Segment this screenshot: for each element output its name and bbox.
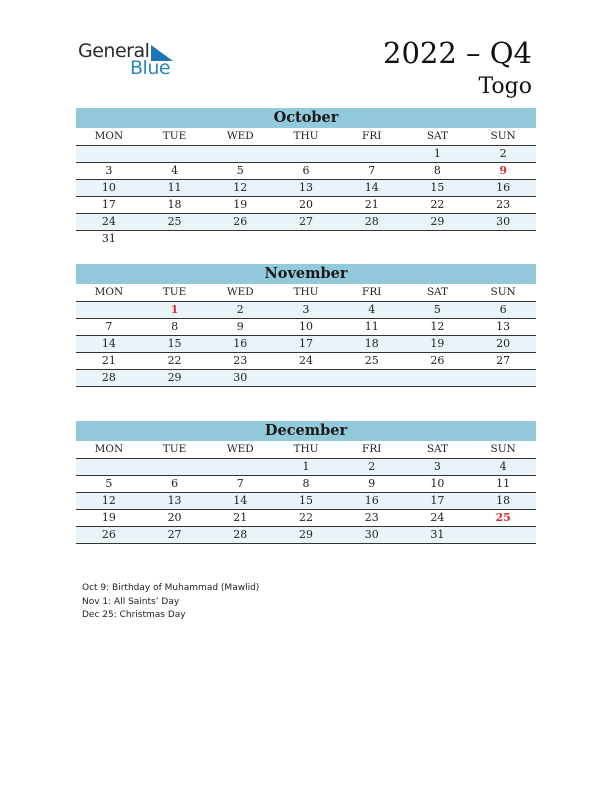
day-cell: 10 xyxy=(273,319,339,336)
day-cell: 17 xyxy=(76,197,142,214)
week-row xyxy=(76,302,536,319)
empty-day-cell xyxy=(405,370,471,387)
day-cell: 22 xyxy=(273,510,339,527)
week-row xyxy=(76,146,536,163)
day-cell: 10 xyxy=(76,180,142,197)
day-cell: 21 xyxy=(207,510,273,527)
weekday-header-row xyxy=(76,441,536,459)
day-cell: 9 xyxy=(339,476,405,493)
day-cell: 9 xyxy=(207,319,273,336)
day-cell: 27 xyxy=(470,353,536,370)
day-cell: 8 xyxy=(273,476,339,493)
weekday-label: MON xyxy=(76,284,142,302)
weekday-label: TUE xyxy=(142,441,208,459)
weekday-label: SAT xyxy=(405,284,471,302)
weekday-label: SAT xyxy=(405,441,471,459)
weekday-label: TUE xyxy=(142,284,208,302)
day-cell: 4 xyxy=(339,302,405,319)
day-cell: 26 xyxy=(405,353,471,370)
day-cell: 17 xyxy=(273,336,339,353)
week-row xyxy=(76,197,536,214)
day-cell: 14 xyxy=(76,336,142,353)
day-cell: 30 xyxy=(470,214,536,231)
empty-day-cell xyxy=(76,146,142,163)
day-cell: 8 xyxy=(405,163,471,180)
day-cell: 26 xyxy=(207,214,273,231)
weekday-label: SUN xyxy=(470,441,536,459)
day-cell: 27 xyxy=(142,527,208,544)
day-cell: 27 xyxy=(273,214,339,231)
weekday-label: SAT xyxy=(405,128,471,146)
week-row xyxy=(76,459,536,476)
holiday-note: Dec 25: Christmas Day xyxy=(82,610,186,620)
month-header: December xyxy=(76,421,536,441)
day-cell: 21 xyxy=(76,353,142,370)
day-cell: 6 xyxy=(470,302,536,319)
weekday-label: SUN xyxy=(470,128,536,146)
day-cell: 19 xyxy=(76,510,142,527)
weekday-label: FRI xyxy=(339,284,405,302)
day-cell: 5 xyxy=(207,163,273,180)
logo-general-text: General xyxy=(78,40,150,62)
day-cell: 19 xyxy=(405,336,471,353)
day-cell: 3 xyxy=(273,302,339,319)
day-cell: 20 xyxy=(142,510,208,527)
weekday-label: MON xyxy=(76,441,142,459)
day-cell: 19 xyxy=(207,197,273,214)
weekday-header-row xyxy=(76,284,536,302)
month-november xyxy=(76,264,536,387)
weekday-label: WED xyxy=(207,284,273,302)
day-cell: 2 xyxy=(470,146,536,163)
empty-day-cell xyxy=(142,459,208,476)
month-october xyxy=(76,108,536,247)
day-cell: 5 xyxy=(405,302,471,319)
day-cell: 25 xyxy=(339,353,405,370)
day-cell: 23 xyxy=(207,353,273,370)
day-cell: 8 xyxy=(142,319,208,336)
day-cell: 4 xyxy=(470,459,536,476)
day-cell: 20 xyxy=(273,197,339,214)
empty-day-cell xyxy=(470,231,536,247)
empty-day-cell xyxy=(339,146,405,163)
holiday-note: Nov 1: All Saints’ Day xyxy=(82,596,180,607)
day-cell: 18 xyxy=(142,197,208,214)
weekday-label: MON xyxy=(76,128,142,146)
day-cell: 13 xyxy=(470,319,536,336)
day-cell: 18 xyxy=(470,493,536,510)
day-cell: 2 xyxy=(339,459,405,476)
holiday-note: Oct 9: Birthday of Muhammad (Mawlid) xyxy=(82,583,260,593)
day-cell: 23 xyxy=(470,197,536,214)
weekday-label: FRI xyxy=(339,128,405,146)
weekday-label: WED xyxy=(207,128,273,146)
week-row xyxy=(76,214,536,231)
day-cell: 12 xyxy=(76,493,142,510)
empty-day-cell xyxy=(207,459,273,476)
day-cell: 6 xyxy=(273,163,339,180)
day-cell: 30 xyxy=(339,527,405,544)
weekday-header-row xyxy=(76,128,536,146)
day-cell: 20 xyxy=(470,336,536,353)
day-cell: 28 xyxy=(76,370,142,387)
empty-day-cell xyxy=(470,370,536,387)
weekday-label: FRI xyxy=(339,441,405,459)
empty-day-cell xyxy=(405,231,471,247)
holiday-day-cell: 9 xyxy=(470,163,536,180)
day-cell: 3 xyxy=(405,459,471,476)
day-cell: 29 xyxy=(273,527,339,544)
day-cell: 21 xyxy=(339,197,405,214)
empty-day-cell xyxy=(76,459,142,476)
day-cell: 31 xyxy=(101,232,116,245)
day-cell: 30 xyxy=(207,370,273,387)
weekday-label: THU xyxy=(273,128,339,146)
day-cell: 5 xyxy=(76,476,142,493)
empty-day-cell xyxy=(273,146,339,163)
day-cell: 12 xyxy=(405,319,471,336)
day-cell: 23 xyxy=(339,510,405,527)
day-cell: 28 xyxy=(339,214,405,231)
day-cell: 14 xyxy=(207,493,273,510)
day-cell: 29 xyxy=(405,214,471,231)
day-cell: 25 xyxy=(142,214,208,231)
day-cell: 7 xyxy=(207,476,273,493)
week-row xyxy=(76,319,536,336)
empty-day-cell xyxy=(470,527,536,544)
week-row xyxy=(76,476,536,493)
empty-day-cell xyxy=(207,146,273,163)
weekday-label: WED xyxy=(207,441,273,459)
day-cell: 10 xyxy=(405,476,471,493)
week-row xyxy=(76,336,536,353)
day-cell: 16 xyxy=(207,336,273,353)
country-name: Togo xyxy=(478,74,532,99)
logo-blue-text: Blue xyxy=(130,57,171,79)
day-cell: 2 xyxy=(207,302,273,319)
weekday-label: THU xyxy=(273,441,339,459)
week-row xyxy=(76,163,536,180)
day-cell: 24 xyxy=(76,214,142,231)
day-cell: 15 xyxy=(273,493,339,510)
month-header: November xyxy=(76,264,536,284)
day-cell: 16 xyxy=(339,493,405,510)
empty-day-cell xyxy=(76,302,142,319)
day-cell: 1 xyxy=(405,146,471,163)
day-cell: 6 xyxy=(142,476,208,493)
empty-day-cell xyxy=(339,370,405,387)
day-cell: 22 xyxy=(142,353,208,370)
week-row xyxy=(76,370,536,387)
day-cell: 26 xyxy=(76,527,142,544)
day-cell: 31 xyxy=(405,527,471,544)
logo xyxy=(78,40,178,80)
day-cell: 28 xyxy=(207,527,273,544)
day-cell: 1 xyxy=(273,459,339,476)
day-cell: 13 xyxy=(142,493,208,510)
month-december xyxy=(76,421,536,544)
day-cell: 16 xyxy=(470,180,536,197)
weekday-label: SUN xyxy=(470,284,536,302)
day-cell: 24 xyxy=(273,353,339,370)
day-cell: 15 xyxy=(405,180,471,197)
week-row xyxy=(76,527,536,544)
week-row xyxy=(76,180,536,197)
holiday-notes xyxy=(82,582,259,623)
day-cell: 11 xyxy=(470,476,536,493)
day-cell: 24 xyxy=(405,510,471,527)
weekday-label: TUE xyxy=(142,128,208,146)
empty-day-cell xyxy=(207,231,273,247)
empty-day-cell xyxy=(273,231,339,247)
day-cell: 29 xyxy=(142,370,208,387)
holiday-day-cell: 1 xyxy=(142,302,208,319)
day-cell: 14 xyxy=(339,180,405,197)
empty-day-cell xyxy=(273,370,339,387)
day-cell: 18 xyxy=(339,336,405,353)
day-cell: 15 xyxy=(142,336,208,353)
day-cell: 22 xyxy=(405,197,471,214)
weekday-label: THU xyxy=(273,284,339,302)
week-row xyxy=(76,353,536,370)
day-cell: 4 xyxy=(142,163,208,180)
empty-day-cell xyxy=(142,231,208,247)
day-cell: 7 xyxy=(339,163,405,180)
week-row xyxy=(76,231,536,247)
month-header: October xyxy=(76,108,536,128)
day-cell: 7 xyxy=(76,319,142,336)
day-cell: 12 xyxy=(207,180,273,197)
week-row xyxy=(76,493,536,510)
day-cell: 11 xyxy=(142,180,208,197)
empty-day-cell xyxy=(339,231,405,247)
week-row xyxy=(76,510,536,527)
quarter-title: 2022 – Q4 xyxy=(383,36,532,70)
day-cell: 17 xyxy=(405,493,471,510)
day-cell: 11 xyxy=(339,319,405,336)
day-cell: 3 xyxy=(76,163,142,180)
holiday-day-cell: 25 xyxy=(470,510,536,527)
empty-day-cell xyxy=(142,146,208,163)
day-cell: 13 xyxy=(273,180,339,197)
